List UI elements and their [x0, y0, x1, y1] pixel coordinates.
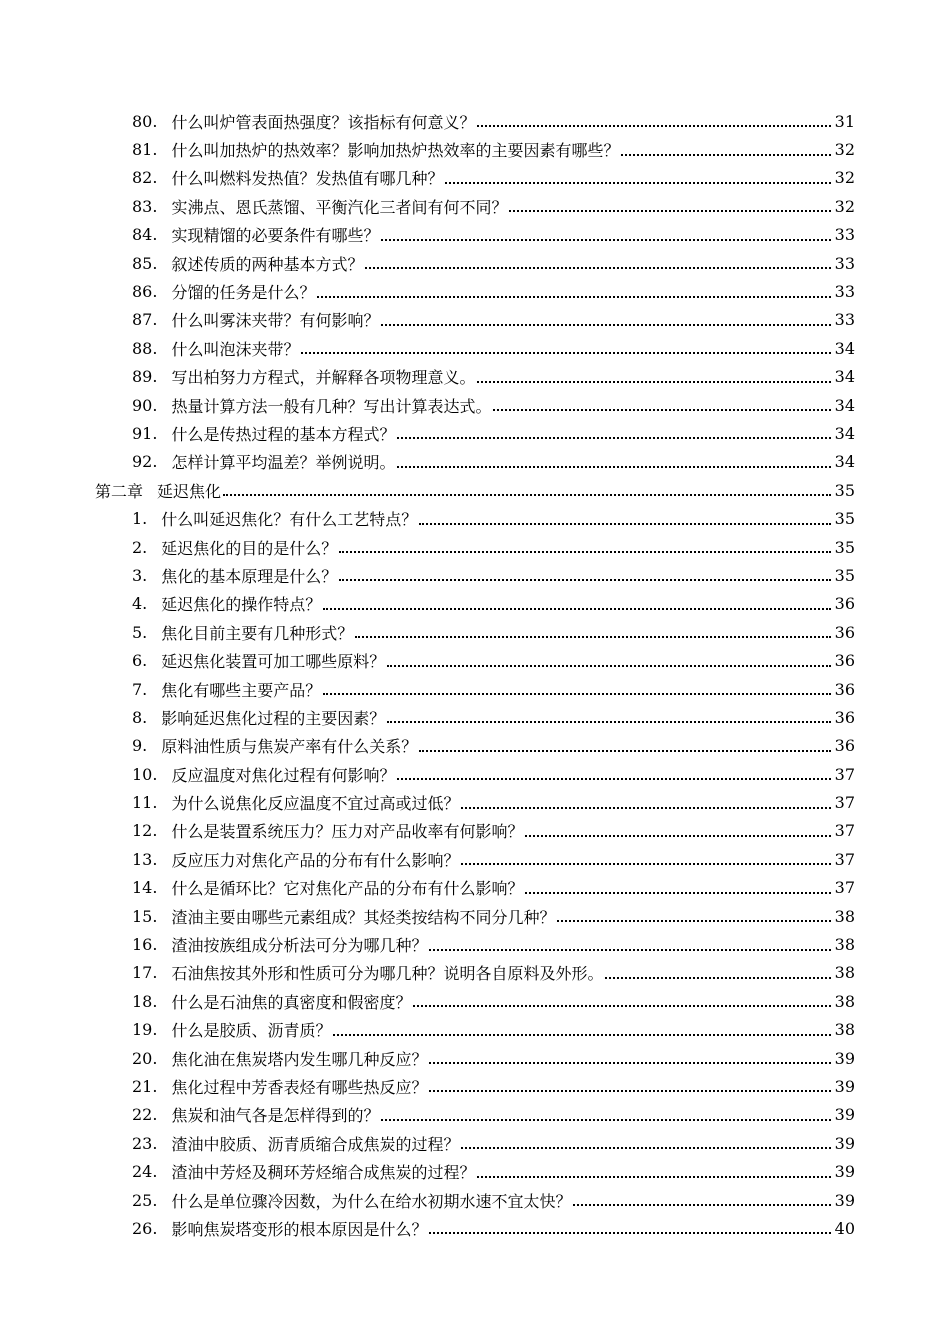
entry-number: 92.	[132, 452, 158, 472]
toc-entry[interactable]	[0, 1214, 950, 1242]
entry-number: 86.	[132, 282, 158, 302]
entry-page: 37	[834, 793, 855, 813]
toc-entry[interactable]	[0, 561, 950, 589]
entry-page: 38	[834, 935, 855, 955]
entry-number: 81.	[132, 140, 158, 160]
toc-entry[interactable]	[0, 732, 950, 760]
entry-number: 82.	[132, 168, 158, 188]
entry-page: 31	[834, 111, 855, 131]
dot-leader	[461, 845, 831, 865]
entry-title: 实现精馏的必要条件有哪些？	[171, 226, 380, 246]
entry-title: 什么叫燃料发热值？发热值有哪几种？	[171, 169, 444, 189]
toc-entry[interactable]	[0, 987, 950, 1015]
entry-title: 焦化有哪些主要产品？	[161, 680, 322, 700]
entry-page: 38	[834, 963, 855, 983]
dot-leader	[525, 817, 831, 837]
dot-leader	[381, 1101, 831, 1121]
entry-page: 36	[834, 679, 855, 699]
entry-title: 反应压力对焦化产品的分布有什么影响？	[171, 850, 460, 870]
entry-title: 什么叫泡沫夹带？	[171, 339, 300, 359]
entry-title: 渣油按族组成分析法可分为哪几种？	[171, 936, 428, 956]
entry-title: 焦化过程中芳香表烃有哪些热反应？	[171, 1077, 428, 1097]
entry-title: 什么叫加热炉的热效率？影响加热炉热效率的主要因素有哪些？	[171, 141, 620, 161]
dot-leader	[477, 107, 831, 127]
dot-leader	[573, 1186, 831, 1206]
entry-page: 39	[834, 1048, 855, 1068]
toc-entry[interactable]	[0, 1157, 950, 1185]
entry-title: 延迟焦化的目的是什么？	[161, 538, 338, 558]
toc-entry[interactable]	[0, 1186, 950, 1214]
entry-number: 10.	[132, 764, 158, 784]
entry-number: 88.	[132, 338, 158, 358]
entry-number: 26.	[132, 1218, 158, 1238]
toc-entry[interactable]	[0, 760, 950, 788]
entry-page: 38	[834, 906, 855, 926]
entry-number: 1.	[132, 509, 148, 529]
toc-entry[interactable]	[0, 1101, 950, 1129]
dot-leader	[365, 249, 831, 269]
entry-title: 焦化目前主要有几种形式？	[161, 623, 354, 643]
chapter-title: 延迟焦化	[157, 481, 222, 501]
entry-page: 35	[834, 509, 855, 529]
toc-entry[interactable]	[0, 363, 950, 391]
entry-page: 37	[834, 849, 855, 869]
toc-chapter-heading[interactable]	[0, 476, 950, 504]
toc-entry[interactable]	[0, 874, 950, 902]
entry-page: 37	[834, 764, 855, 784]
entry-number: 20.	[132, 1048, 158, 1068]
dot-leader	[323, 590, 831, 610]
dot-leader	[301, 334, 831, 354]
entry-number: 80.	[132, 111, 158, 131]
dot-leader	[429, 1072, 831, 1092]
entry-number: 91.	[132, 423, 158, 443]
entry-page: 39	[834, 1105, 855, 1125]
entry-number: 17.	[132, 963, 158, 983]
toc-entry[interactable]	[0, 959, 950, 987]
entry-page: 39	[834, 1190, 855, 1210]
toc-entry[interactable]	[0, 334, 950, 362]
dot-leader	[387, 647, 831, 667]
entry-number: 25.	[132, 1190, 158, 1210]
entry-title: 什么叫延迟焦化？有什么工艺特点？	[161, 510, 418, 530]
entry-title: 焦炭和油气各是怎样得到的？	[171, 1106, 380, 1126]
entry-page: 32	[834, 168, 855, 188]
entry-page: 32	[834, 140, 855, 160]
entry-number: 11.	[132, 793, 158, 813]
table-of-contents	[0, 107, 950, 1243]
dot-leader	[397, 448, 831, 468]
toc-entry[interactable]	[0, 504, 950, 532]
entry-title: 分馏的任务是什么？	[171, 283, 316, 303]
toc-entry[interactable]	[0, 107, 950, 135]
entry-title: 影响焦炭塔变形的根本原因是什么？	[171, 1219, 428, 1239]
entry-page: 34	[834, 395, 855, 415]
dot-leader	[557, 902, 831, 922]
dot-leader	[445, 164, 831, 184]
toc-entry[interactable]	[0, 533, 950, 561]
entry-page: 38	[834, 1020, 855, 1040]
entry-number: 8.	[132, 707, 148, 727]
toc-entry[interactable]	[0, 419, 950, 447]
entry-title: 实沸点、恩氏蒸馏、平衡汽化三者间有何不同？	[171, 197, 508, 217]
entry-title: 写出柏努力方程式，并解释各项物理意义。	[171, 368, 476, 388]
entry-title: 石油焦按其外形和性质可分为哪几种？说明各自原料及外形。	[171, 964, 604, 984]
entry-number: 16.	[132, 935, 158, 955]
entry-title: 原料油性质与焦炭产率有什么关系？	[161, 737, 418, 757]
dot-leader	[621, 136, 831, 156]
toc-entry[interactable]	[0, 590, 950, 618]
entry-page: 36	[834, 622, 855, 642]
dot-leader	[339, 533, 831, 553]
entry-title: 延迟焦化装置可加工哪些原料？	[161, 652, 386, 672]
toc-entry[interactable]	[0, 448, 950, 476]
entry-number: 9.	[132, 736, 148, 756]
toc-entry[interactable]	[0, 192, 950, 220]
dot-leader	[477, 1158, 831, 1178]
entry-page: 40	[834, 1218, 855, 1238]
entry-number: 7.	[132, 679, 148, 699]
entry-page: 33	[834, 253, 855, 273]
entry-number: 90.	[132, 395, 158, 415]
entry-title: 热量计算方法一般有几种？写出计算表达式。	[171, 396, 492, 416]
entry-page: 33	[834, 310, 855, 330]
toc-entry[interactable]	[0, 391, 950, 419]
toc-entry[interactable]	[0, 306, 950, 334]
entry-title: 什么是石油焦的真密度和假密度？	[171, 992, 412, 1012]
entry-title: 反应温度对焦化过程有何影响？	[171, 765, 396, 785]
dot-leader	[429, 931, 831, 951]
toc-entry[interactable]	[0, 1016, 950, 1044]
toc-entry[interactable]	[0, 703, 950, 731]
entry-title: 为什么说焦化反应温度不宜过高或过低？	[171, 794, 460, 814]
dot-leader	[493, 391, 831, 411]
toc-entry[interactable]	[0, 1044, 950, 1072]
toc-entry[interactable]	[0, 675, 950, 703]
toc-entry[interactable]	[0, 845, 950, 873]
entry-title: 什么是循环比？它对焦化产品的分布有什么影响？	[171, 879, 524, 899]
toc-entry[interactable]	[0, 221, 950, 249]
toc-entry[interactable]	[0, 135, 950, 163]
entry-number: 3.	[132, 565, 148, 585]
entry-number: 5.	[132, 622, 148, 642]
entry-page: 35	[834, 537, 855, 557]
dot-leader	[339, 561, 831, 581]
dot-leader	[387, 703, 831, 723]
entry-page: 33	[834, 225, 855, 245]
toc-entry[interactable]	[0, 164, 950, 192]
entry-number: 4.	[132, 594, 148, 614]
dot-leader	[323, 675, 831, 695]
entry-page: 34	[834, 423, 855, 443]
entry-title: 什么是装置系统压力？压力对产品收率有何影响？	[171, 822, 524, 842]
entry-page: 32	[834, 196, 855, 216]
entry-number: 2.	[132, 537, 148, 557]
entry-title: 渣油主要由哪些元素组成？其烃类按结构不同分几种？	[171, 907, 556, 927]
entry-title: 怎样计算平均温差？举例说明。	[171, 453, 396, 473]
dot-leader	[461, 789, 831, 809]
entry-page: 35	[834, 565, 855, 585]
chapter-page: 35	[834, 480, 855, 500]
entry-number: 23.	[132, 1133, 158, 1153]
toc-entry[interactable]	[0, 788, 950, 816]
entry-title: 渣油中胶质、沥青质缩合成焦炭的过程？	[171, 1134, 460, 1154]
dot-leader	[477, 363, 831, 383]
dot-leader	[397, 419, 831, 439]
entry-page: 37	[834, 821, 855, 841]
dot-leader	[509, 192, 831, 212]
dot-leader	[525, 874, 831, 894]
dot-leader	[397, 760, 831, 780]
toc-entry[interactable]	[0, 1072, 950, 1100]
entry-title: 影响延迟焦化过程的主要因素？	[161, 708, 386, 728]
entry-page: 34	[834, 452, 855, 472]
dot-leader	[381, 306, 831, 326]
toc-entry[interactable]	[0, 1129, 950, 1157]
entry-number: 21.	[132, 1076, 158, 1096]
entry-title: 什么是胶质、沥青质？	[171, 1021, 332, 1041]
entry-number: 19.	[132, 1020, 158, 1040]
entry-number: 14.	[132, 878, 158, 898]
toc-entry[interactable]	[0, 902, 950, 930]
entry-title: 什么是单位骤冷因数，为什么在给水初期水速不宜太快？	[171, 1191, 572, 1211]
entry-title: 叙述传质的两种基本方式？	[171, 254, 364, 274]
dot-leader	[605, 959, 831, 979]
entry-page: 33	[834, 282, 855, 302]
entry-page: 39	[834, 1076, 855, 1096]
dot-leader	[419, 732, 831, 752]
dot-leader	[381, 221, 831, 241]
entry-title: 什么是传热过程的基本方程式？	[171, 424, 396, 444]
toc-entry[interactable]	[0, 618, 950, 646]
dot-leader	[333, 1016, 831, 1036]
toc-entry[interactable]	[0, 930, 950, 958]
entry-number: 15.	[132, 906, 158, 926]
entry-number: 24.	[132, 1162, 158, 1182]
entry-page: 34	[834, 367, 855, 387]
dot-leader	[223, 476, 831, 496]
entry-page: 38	[834, 991, 855, 1011]
entry-number: 6.	[132, 651, 148, 671]
entry-page: 39	[834, 1133, 855, 1153]
entry-title: 渣油中芳烃及稠环芳烃缩合成焦炭的过程？	[171, 1163, 476, 1183]
toc-entry[interactable]	[0, 249, 950, 277]
dot-leader	[413, 987, 831, 1007]
entry-number: 87.	[132, 310, 158, 330]
entry-number: 18.	[132, 991, 158, 1011]
entry-number: 22.	[132, 1105, 158, 1125]
entry-title: 延迟焦化的操作特点？	[161, 595, 322, 615]
toc-entry[interactable]	[0, 277, 950, 305]
chapter-label: 第二章	[95, 481, 144, 501]
entry-page: 36	[834, 594, 855, 614]
entry-title: 焦化油在焦炭塔内发生哪几种反应？	[171, 1049, 428, 1069]
entry-page: 36	[834, 707, 855, 727]
entry-page: 34	[834, 338, 855, 358]
toc-entry[interactable]	[0, 646, 950, 674]
entry-title: 什么叫炉管表面热强度？该指标有何意义？	[171, 112, 476, 132]
entry-number: 12.	[132, 821, 158, 841]
entry-number: 83.	[132, 196, 158, 216]
entry-page: 39	[834, 1162, 855, 1182]
entry-title: 什么叫雾沫夹带？有何影响？	[171, 311, 380, 331]
entry-number: 85.	[132, 253, 158, 273]
entry-number: 89.	[132, 367, 158, 387]
entry-title: 焦化的基本原理是什么？	[161, 566, 338, 586]
toc-entry[interactable]	[0, 817, 950, 845]
dot-leader	[419, 505, 831, 525]
dot-leader	[355, 618, 831, 638]
entry-page: 36	[834, 651, 855, 671]
dot-leader	[461, 1129, 831, 1149]
dot-leader	[317, 278, 831, 298]
entry-page: 36	[834, 736, 855, 756]
dot-leader	[429, 1044, 831, 1064]
entry-number: 13.	[132, 849, 158, 869]
entry-page: 37	[834, 878, 855, 898]
dot-leader	[429, 1214, 831, 1234]
entry-number: 84.	[132, 225, 158, 245]
